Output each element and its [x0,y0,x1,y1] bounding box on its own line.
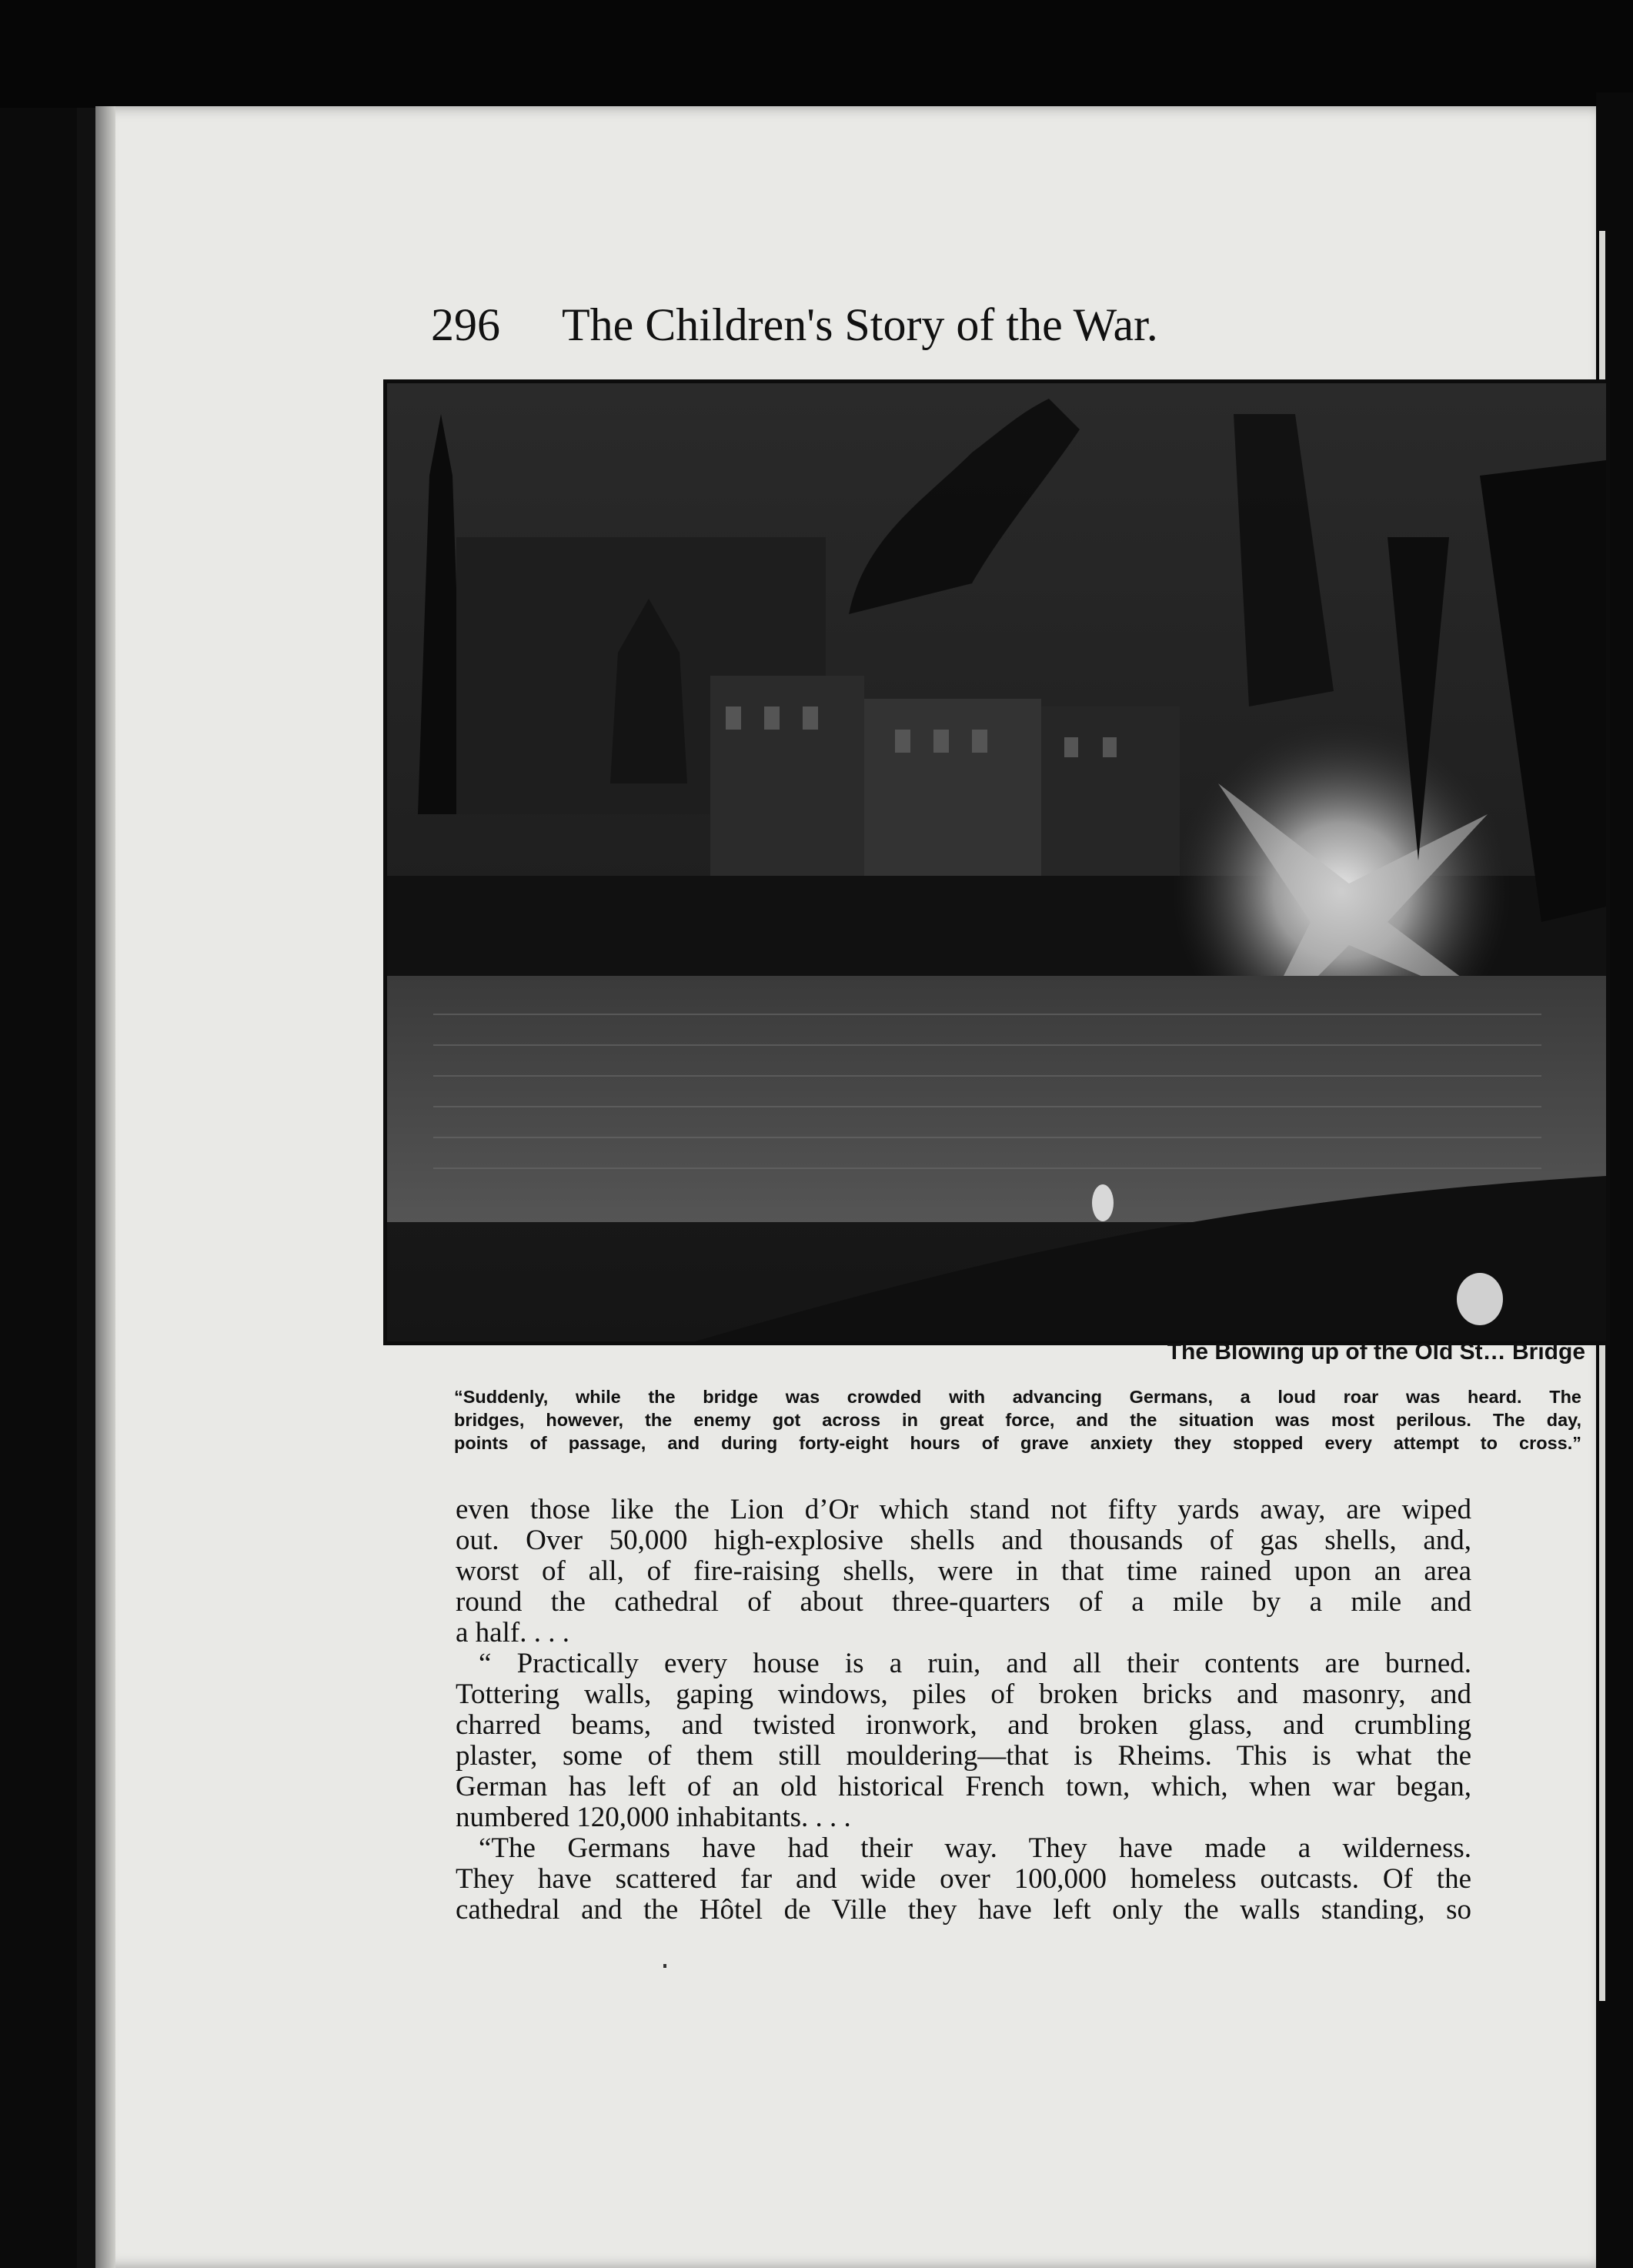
body-line: “ Practically every house is a ruin, and all their contents are burned. [479,1648,1471,1679]
print-speck [663,1964,666,1968]
bridge-explosion-illustration [383,379,1610,1345]
body-line: German has left of an old historical French town, which, when war began, [456,1771,1471,1802]
body-text [456,1495,1471,1926]
body-line: “The Germans have had their way. They have made a wilderness. [479,1832,1471,1864]
caption-line: points of passage, and during forty-eight hours of grave anxiety they stopped every attempt to cross.” [454,1433,1581,1453]
body-line: round the cathedral of about three-quarters of a mile by a mile and [456,1586,1471,1618]
body-line: plaster, some of them still mouldering—that is Rheims. This is what the [456,1740,1471,1772]
body-line: out. Over 50,000 high-explosive shells and thousands of gas shells, and, [456,1525,1471,1556]
body-line: Tottering walls, gaping windows, piles of broken bricks and masonry, and [456,1678,1471,1710]
body-line: They have scattered far and wide over 100,000 homeless outcasts. Of the [456,1863,1471,1895]
caption-line: bridges, however, the enemy got across in great force, and the situation was most perilous. The day, [454,1410,1581,1430]
caption-line: “Suddenly, while the bridge was crowded with advancing Germans, a loud roar was heard. The [454,1387,1581,1407]
body-line: a half. . . . [456,1617,569,1648]
engraving-illustration-icon [387,383,1606,1341]
body-line: charred beams, and twisted ironwork, and broken glass, and crumbling [456,1709,1471,1741]
page-number: 296 [431,299,500,350]
book-title: The Children's Story of the War. [562,299,1158,350]
page-gutter-shadow [95,106,115,2268]
caption-title: The Blowing up of the Old St… Bridge [1167,1339,1585,1364]
body-line: worst of all, of fire-raising shells, were in that time rained upon an area [456,1555,1471,1587]
body-line: cathedral and the Hôtel de Ville they have left only the walls standing, so [456,1894,1471,1926]
body-line: numbered 120,000 inhabitants. . . . [456,1802,851,1833]
body-line: even those like the Lion d’Or which stand not fifty yards away, are wiped [456,1494,1471,1525]
running-head [431,299,1431,368]
caption-quote [454,1385,1581,1455]
scan-border-top [0,0,1633,108]
